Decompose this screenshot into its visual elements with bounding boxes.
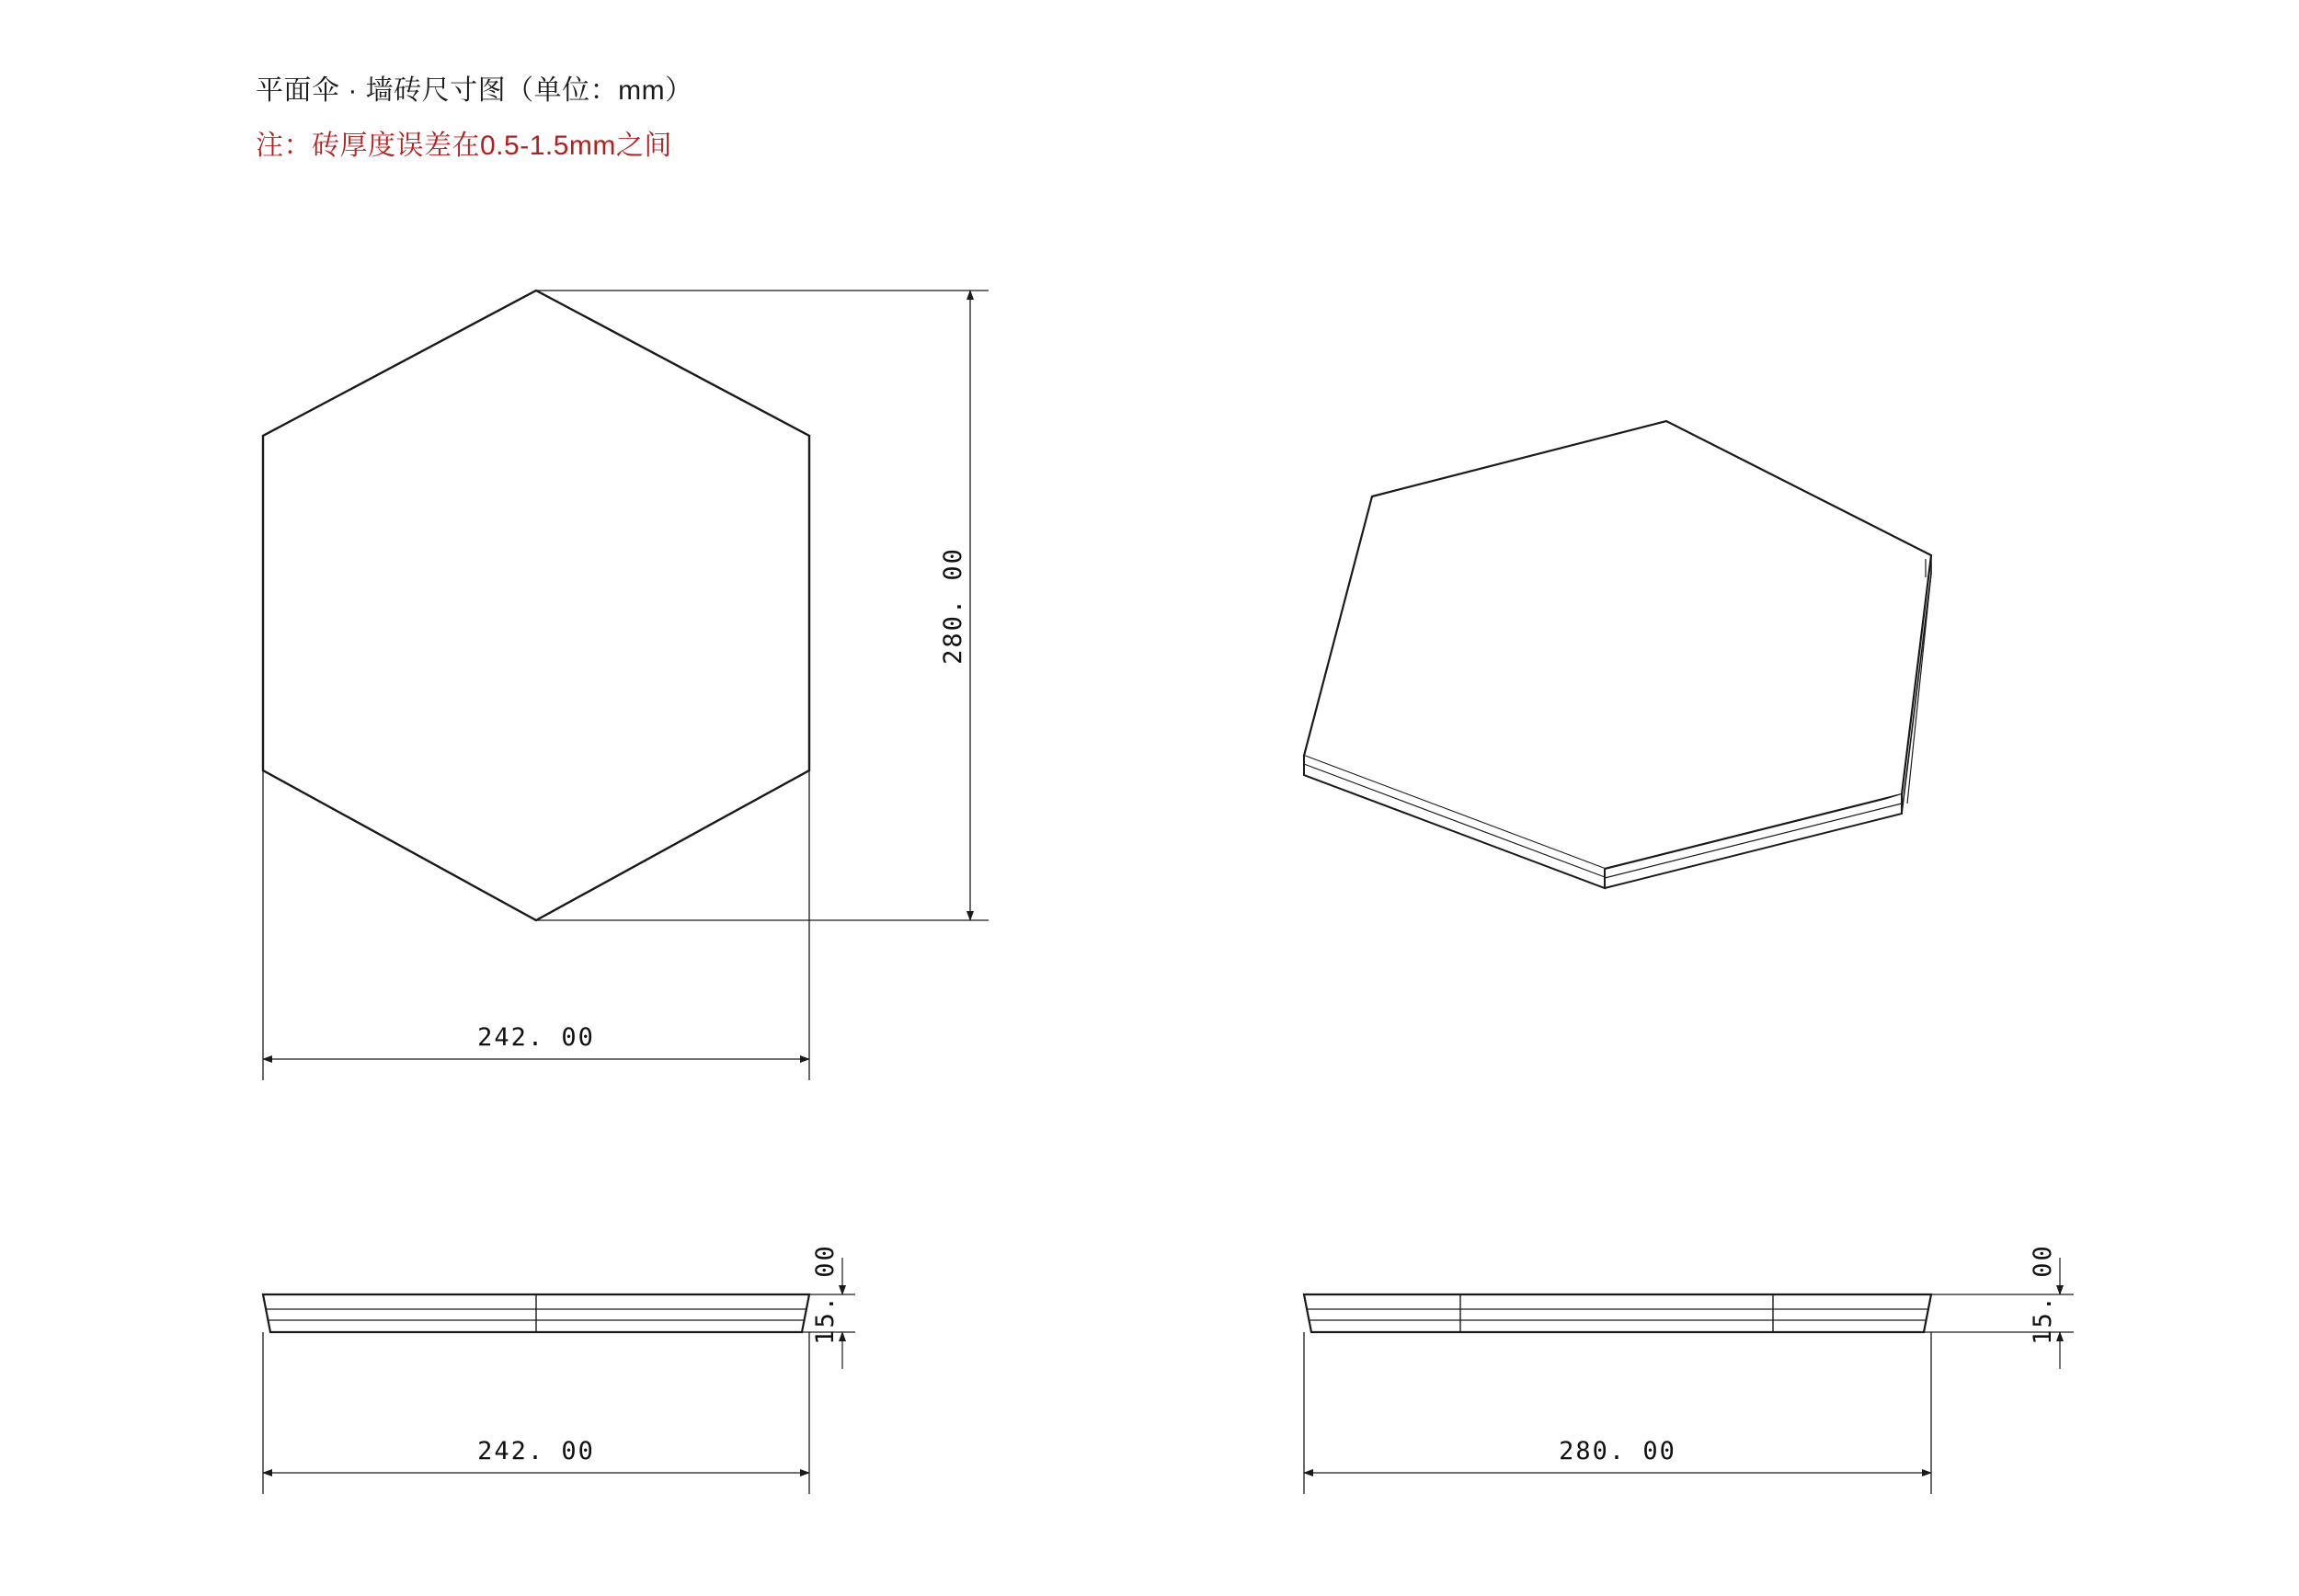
side-elevation-view <box>1304 1294 1931 1332</box>
front-elevation-width-dimension <box>263 1332 809 1494</box>
iso-bottom-contour <box>1907 574 1931 804</box>
iso-top-surface <box>1304 421 1931 869</box>
tile-hexagon <box>394 288 952 626</box>
hexagon-isometric-view <box>1304 421 1936 888</box>
hexagon-outline <box>394 288 952 626</box>
top-view-width-dimension <box>263 770 809 1080</box>
hexagon-plan <box>263 291 809 920</box>
top-view-width-label: 242. 00 <box>477 1023 595 1052</box>
side-elevation-thickness-dimension <box>1924 1244 2074 1369</box>
front-elevation-thickness-label: 15. 00 <box>811 1244 840 1345</box>
hexagon-plan-outline <box>263 291 809 920</box>
side-elevation-width-label: 280. 00 <box>1559 1437 1676 1465</box>
front-elevation-thickness-dimension <box>802 1244 855 1369</box>
title-block <box>256 70 1083 167</box>
hexagon-shape <box>394 288 952 626</box>
tolerance-note: 注：砖厚度误差在0.5-1.5mm之间 <box>256 131 672 161</box>
iso-side-edge-left <box>1304 756 1605 888</box>
top-view-height-dimension <box>536 291 989 920</box>
hexagon-top-profile <box>263 291 809 872</box>
iso-side-edge-right-inner <box>1605 804 1902 878</box>
iso-top-face <box>1306 423 1936 864</box>
hexagon-top-outline <box>263 291 809 872</box>
front-elevation-width-label: 242. 00 <box>477 1437 595 1465</box>
hexagon-top-view <box>263 288 952 920</box>
iso-side-edge-right <box>1605 794 1902 888</box>
front-elevation-body <box>263 1294 809 1332</box>
front-elevation-view <box>263 1294 809 1332</box>
iso-side-edge-far-right <box>1902 555 1931 814</box>
side-elevation-width-dimension <box>1304 1332 1931 1494</box>
side-elevation-thickness-label: 15. 00 <box>2029 1244 2057 1345</box>
iso-side-edge-left-inner <box>1304 764 1605 877</box>
side-elevation-body <box>1304 1294 1931 1332</box>
page-title: 平面伞 · 墙砖尺寸图（单位：mm） <box>256 75 693 106</box>
top-view-height-label: 280. 00 <box>939 547 967 665</box>
hexagon-body <box>394 288 952 626</box>
